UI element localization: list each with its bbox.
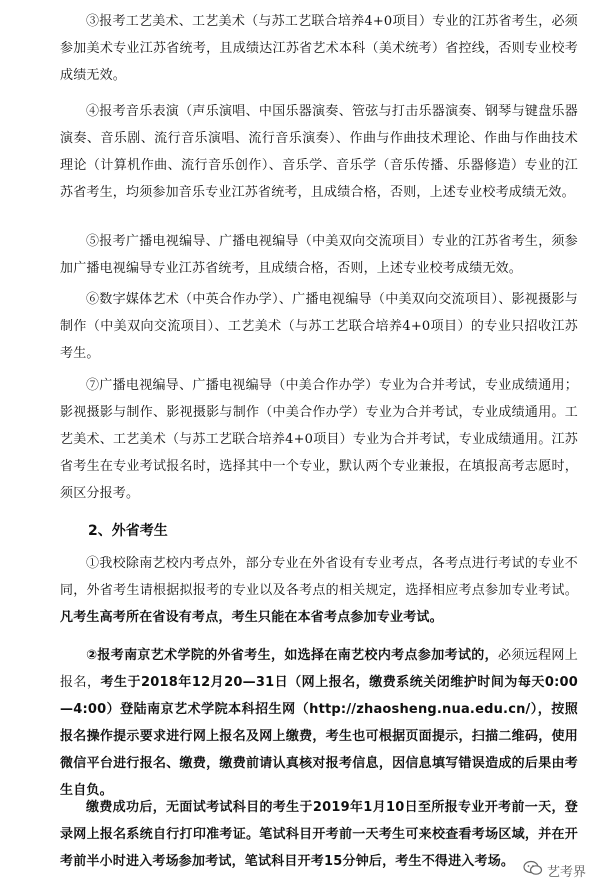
paragraph-out-1 (60, 550, 578, 631)
paragraph-3 (60, 8, 578, 89)
paragraph-4 (60, 98, 578, 206)
section-heading-out-of-province: 2、外省考生 (88, 523, 168, 539)
paragraph-out-2-text: 必须远程网上报名， (60, 648, 578, 690)
paragraph-7 (60, 372, 578, 507)
paragraph-out-3-bold: 缴费成功后，无面试考试科目的考生于2019年1月10日至所报专业开考前一天，登录网上报名系统自行打印准考证。笔试科目开考前一天考生可来校查看考场区域，并在开考前半小时进入考场参加考试，笔试科目开考15分钟后，考生不得进入考场。 (60, 800, 578, 869)
paragraph-5 (60, 228, 578, 282)
paragraph-5-text: ⑤报考广播电视编导、广播电视编导（中美双向交流项目）专业的江苏省考生，须参加广播电视编导专业江苏省统考，且成绩合格，否则，上述专业校考成绩无效。 (60, 234, 578, 276)
paragraph-6 (60, 286, 578, 367)
paragraph-out-2-bold-body: 考生于2018年12月20—31日（网上报名，缴费系统关闭维护时间为每天0:00—4:00）登陆南京艺术学院本科招生网（http://zhaosheng.nua.edu.cn/），按照报名操作提示要求进行网上报名及网上缴费，考生也可根据页面提示，扫描二维码，使用微信平台进行报名、缴费，缴费前请认真核对报考信息，因信息填写错误造成的后果由考生自负。 (60, 675, 578, 798)
paragraph-out-2-bold-lead: ②报考南京艺术学院的外省考生，如选择在南艺校内考点参加考试的， (86, 648, 499, 663)
paragraph-out-1-text: ①我校除南艺校内考点外，部分专业在外省设有专业考点，各考点进行考试的专业不同，外省考生请根据拟报考的专业以及各考点的相关规定，选择相应考点参加专业考试。 (60, 556, 578, 598)
paragraph-3-text: ③报考工艺美术、工艺美术（与苏工艺联合培养4+0项目）专业的江苏省考生，必须参加美术专业江苏省统考，且成绩达江苏省艺术本科（美术统考）省控线，否则专业校考成绩无效。 (60, 14, 578, 83)
paragraph-out-3 (60, 794, 578, 875)
paragraph-6-text: ⑥数字媒体艺术（中英合作办学）、广播电视编导（中美双向交流项目）、影视摄影与制作（中美双向交流项目）、工艺美术（与苏工艺联合培养4+0项目）的专业只招收江苏考生。 (60, 292, 578, 361)
paragraph-out-2 (60, 642, 578, 804)
paragraph-7-text: ⑦广播电视编导、广播电视编导（中美合作办学）专业为合并考试，专业成绩通用；影视摄影与制作、影视摄影与制作（中美合作办学）专业为合并考试，专业成绩通用。工艺美术、工艺美术（与苏工艺联合培养4+0项目）专业为合并考试，专业成绩通用。江苏省考生在专业考试报名时，选择其中一个专业，默认两个专业兼报，在填报高考志愿时，须区分报考。 (60, 378, 578, 501)
paragraph-4-text: ④报考音乐表演（声乐演唱、中国乐器演奏、管弦与打击乐器演奏、钢琴与键盘乐器演奏、音乐剧、流行音乐演唱、流行音乐演奏）、作曲与作曲技术理论、作曲与作曲技术理论（计算机作曲、流行音乐创作）、音乐学、音乐学（音乐传播、乐器修造）专业的江苏省考生，均须参加音乐专业江苏省统考，且成绩合格，否则，上述专业校考成绩无效。 (60, 104, 578, 200)
paragraph-out-1-bold: 凡考生高考所在省设有考点，考生只能在本省考点参加专业考试。 (60, 610, 443, 625)
watermark (523, 860, 586, 880)
wechat-icon (523, 860, 543, 880)
watermark-text: 艺考界 (546, 864, 586, 880)
